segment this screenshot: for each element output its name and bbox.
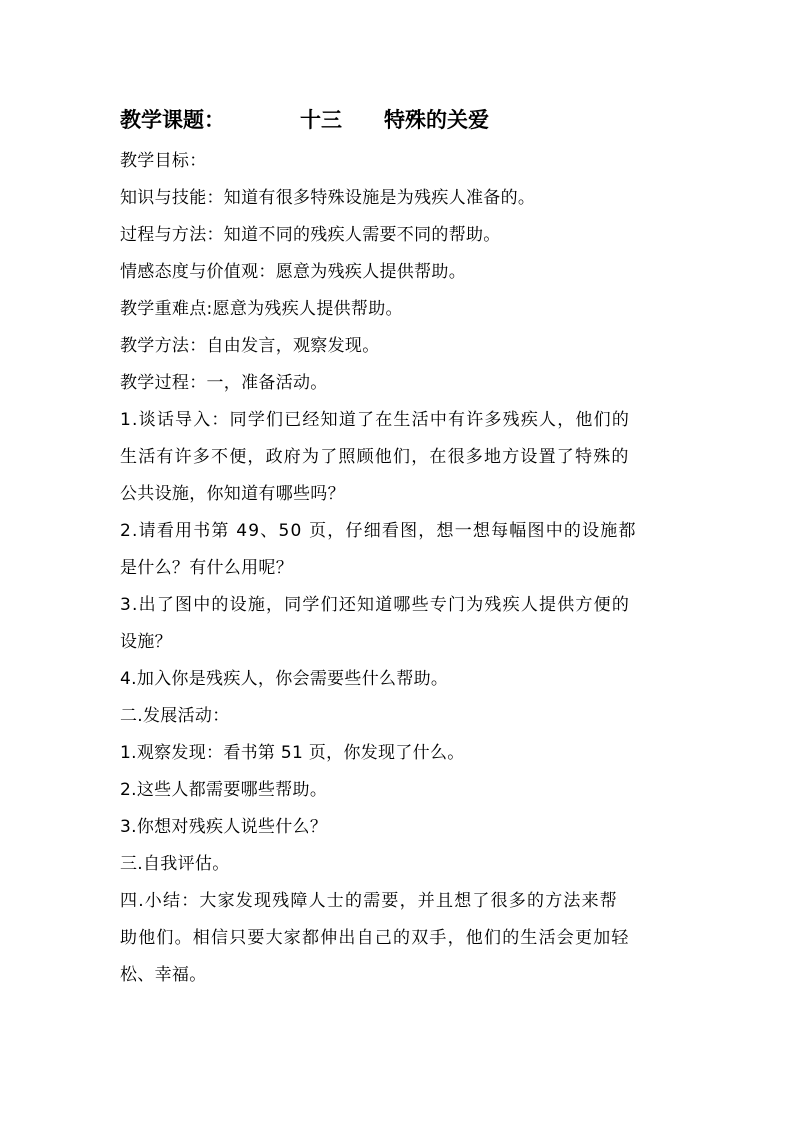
body-line: 3.出了图中的设施，同学们还知道哪些专门为残疾人提供方便的 xyxy=(120,595,631,615)
body-line: 教学过程：一，准备活动。 xyxy=(120,373,328,393)
body-line: 1.谈话导入：同学们已经知道了在生活中有许多残疾人，他们的 xyxy=(120,410,631,430)
body-line: 公共设施，你知道有哪些吗？ xyxy=(120,484,345,504)
body-line: 助他们。相信只要大家都伸出自己的双手，他们的生活会更加轻 xyxy=(120,928,630,948)
body-line: 2.请看用书第 49、50 页，仔细看图，想一想每幅图中的设施都 xyxy=(120,521,637,541)
title-label: 教学课题： xyxy=(120,108,225,132)
body-line: 3.你想对残疾人说些什么？ xyxy=(120,817,328,837)
body-line: 四.小结：大家发现残障人士的需要，并且想了很多的方法来帮 xyxy=(120,891,619,911)
body-line: 知识与技能：知道有很多特殊设施是为残疾人准备的。 xyxy=(120,188,536,208)
lesson-title xyxy=(120,104,680,136)
body-line: 二.发展活动： xyxy=(120,706,230,726)
body-line: 情感态度与价值观：愿意为残疾人提供帮助。 xyxy=(120,262,466,282)
body-line: 2.这些人都需要哪些帮助。 xyxy=(120,780,328,800)
body-line: 生活有许多不便，政府为了照顾他们，在很多地方设置了特殊的 xyxy=(120,447,630,467)
lesson-body xyxy=(120,143,680,994)
body-line: 设施？ xyxy=(120,632,172,652)
body-line: 松、幸福。 xyxy=(120,965,207,985)
lesson-name: 特殊的关爱 xyxy=(384,108,489,132)
body-line: 教学方法：自由发言，观察发现。 xyxy=(120,336,380,356)
body-line: 教学目标： xyxy=(120,151,207,171)
body-line: 三.自我评估。 xyxy=(120,854,230,874)
lesson-number: 十三 xyxy=(300,108,342,132)
body-line: 教学重难点:愿意为残疾人提供帮助。 xyxy=(120,299,403,319)
body-line: 过程与方法：知道不同的残疾人需要不同的帮助。 xyxy=(120,225,501,245)
body-line: 是什么？有什么用呢？ xyxy=(120,558,293,578)
body-line: 1.观察发现：看书第 51 页，你发现了什么。 xyxy=(120,743,465,763)
body-line: 4.加入你是残疾人，你会需要些什么帮助。 xyxy=(120,669,449,689)
